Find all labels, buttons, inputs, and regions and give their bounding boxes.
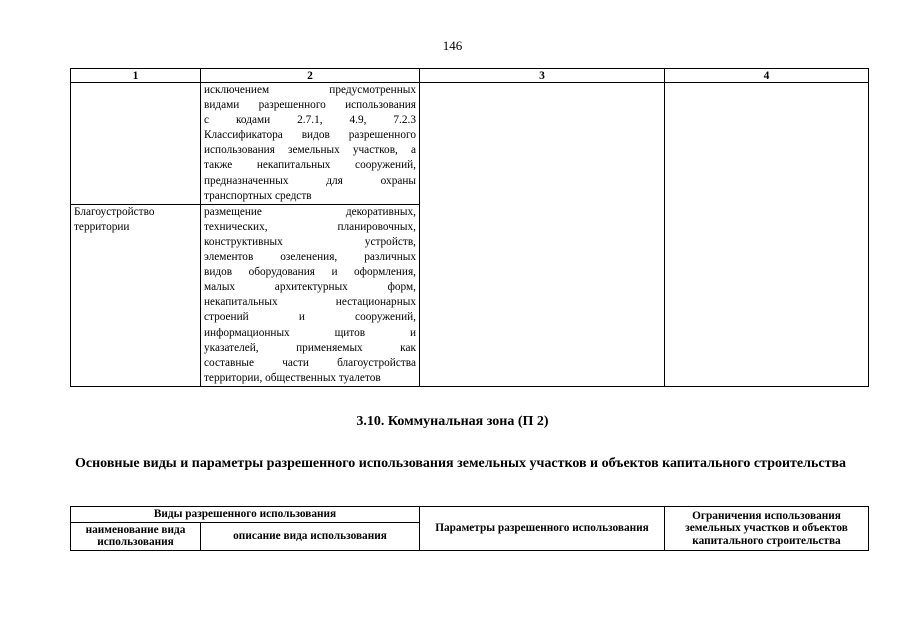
use-name-cell: Благоустройство территории [71, 204, 201, 386]
name-header: наименование вида использования [71, 522, 201, 550]
description-line: видами разрешенного использования [204, 99, 416, 112]
description-line: территории, общественных туалетов [204, 371, 381, 384]
description-line: элементов озеленения, различных [204, 251, 416, 264]
column-header-4: 4 [665, 69, 869, 83]
description-line: составные части благоустройства [204, 356, 416, 369]
use-description-cell [201, 83, 420, 205]
description-line: использования земельных участков, а [204, 144, 416, 157]
description-line: малых архитектурных форм, [204, 281, 416, 294]
sub-heading: Основные виды и параметры разрешенного использования земельных участков и объектов капитального строительства [75, 456, 847, 471]
description-line: предназначенных для охраны [204, 174, 416, 187]
params-header: Параметры разрешенного использования [420, 507, 665, 551]
land-use-table-continued [70, 68, 869, 387]
column-header-1: 1 [71, 69, 201, 83]
group-header: Виды разрешенного использования [71, 507, 420, 523]
table-header-row [71, 69, 869, 83]
use-description-cell [201, 204, 420, 386]
main-use-table-header [70, 506, 869, 551]
use-name-cell [71, 83, 201, 205]
description-line: транспортных средств [204, 189, 312, 202]
description-line: указателей, применяемых как [204, 341, 416, 354]
description-line: размещение декоративных, [204, 205, 416, 218]
section-title: 3.10. Коммунальная зона (П 2) [356, 414, 549, 429]
column-header-3: 3 [420, 69, 665, 83]
description-line: с кодами 2.7.1, 4.9, 7.2.3 [204, 114, 416, 127]
description-line: исключением предусмотренных [204, 84, 416, 96]
parameters-cell [420, 83, 665, 387]
description-line: строений и сооружений, [204, 311, 416, 324]
description-line: также некапитальных сооружений, [204, 159, 416, 172]
column-header-2: 2 [201, 69, 420, 83]
description-header: описание вида использования [201, 522, 420, 550]
description-line: некапитальных нестационарных [204, 296, 416, 309]
description-line: технических, планировочных, [204, 220, 416, 233]
table-header-row [71, 507, 869, 523]
description-line: конструктивных устройств, [204, 235, 416, 248]
page-number: 146 [442, 38, 463, 53]
description-line: Классификатора видов разрешенного [204, 129, 416, 142]
description-line: информационных щитов и [204, 326, 416, 339]
restrictions-header: Ограничения использования земельных участков и объектов капитального строительства [665, 507, 869, 551]
restrictions-cell [665, 83, 869, 387]
description-line: видов оборудования и оформления, [204, 266, 416, 279]
table-row [71, 83, 869, 205]
